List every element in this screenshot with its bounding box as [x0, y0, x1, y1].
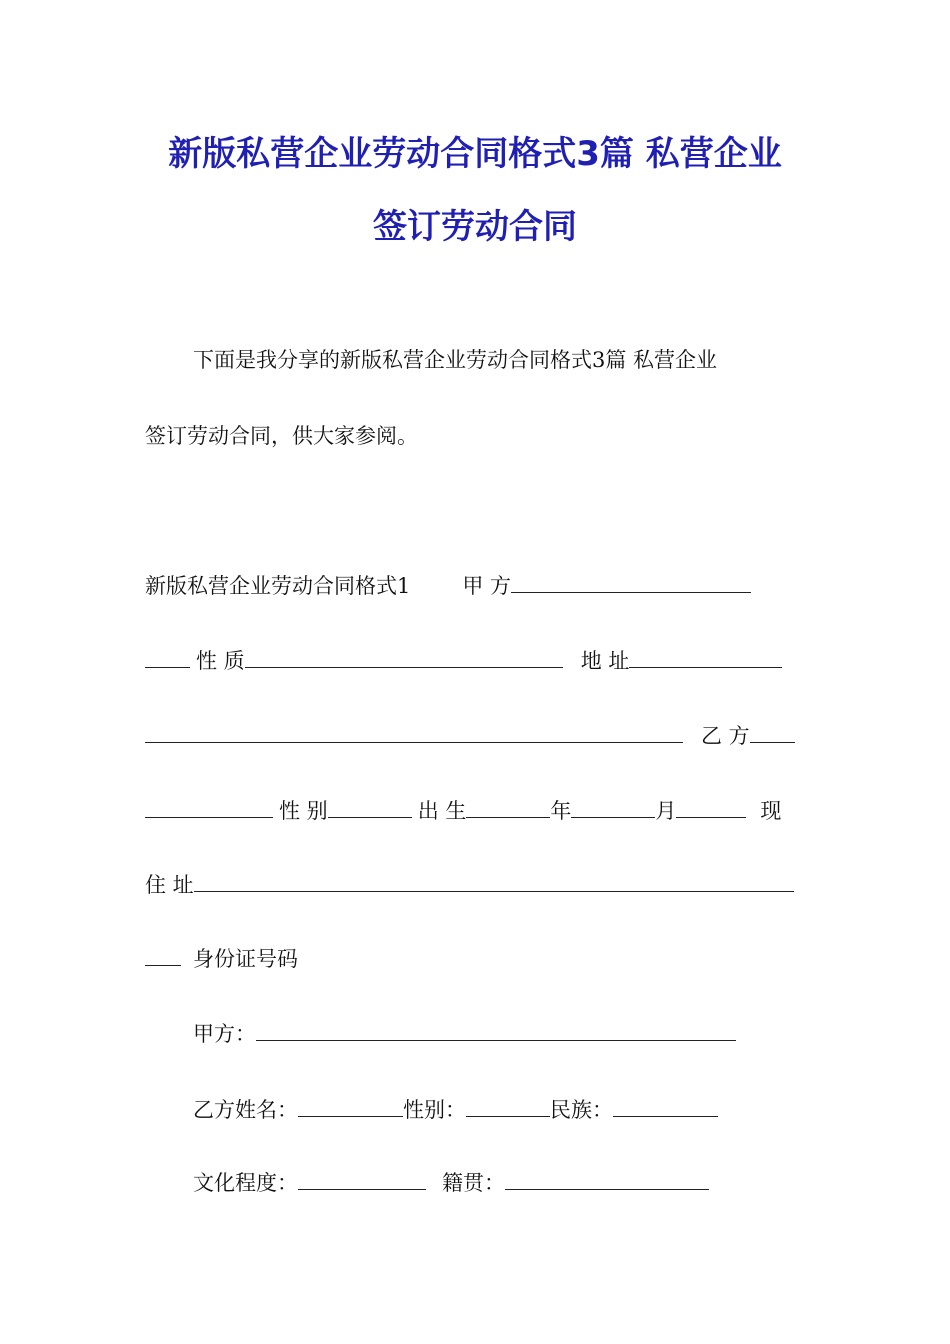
origin-blank[interactable]: [505, 1167, 709, 1190]
form-row-6: [145, 943, 298, 973]
party-a-blank-continued[interactable]: [145, 645, 190, 668]
party-a-blank[interactable]: [511, 570, 751, 593]
contract-heading: 新版私营企业劳动合同格式1: [145, 574, 411, 598]
party-b-label: 乙 方: [701, 724, 750, 748]
origin-label: 籍贯：: [442, 1171, 505, 1195]
residence-blank[interactable]: [194, 869, 794, 892]
form-row-1: [145, 570, 751, 600]
residence-blank-continued[interactable]: [145, 943, 181, 966]
birth-month-blank[interactable]: [571, 795, 655, 818]
ethnicity-label: 民族：: [550, 1098, 613, 1122]
form-row-3: [145, 720, 795, 750]
education-blank[interactable]: [298, 1167, 426, 1190]
form-row-2: [145, 645, 782, 675]
form-row-8: [193, 1094, 718, 1124]
form-row-4: [145, 795, 781, 825]
month-label: 月: [655, 799, 677, 823]
address-blank-continued[interactable]: [145, 720, 683, 743]
document-title-line-2: 签订劳动合同: [373, 207, 577, 247]
birth-day-blank[interactable]: [676, 795, 746, 818]
gender-colon-label: 性别：: [403, 1098, 466, 1122]
address-label: 地 址: [580, 649, 630, 673]
party-a-name-blank[interactable]: [256, 1018, 736, 1041]
nature-label: 性 质: [196, 649, 245, 673]
residence-label: 住 址: [145, 873, 194, 897]
gender-blank[interactable]: [328, 795, 412, 818]
party-a-label: 甲 方: [462, 574, 512, 598]
party-b-gender-blank[interactable]: [466, 1094, 550, 1117]
party-b-name-label: 乙方姓名：: [193, 1098, 298, 1122]
education-label: 文化程度：: [193, 1171, 298, 1195]
form-row-7: [193, 1018, 736, 1048]
birth-label: 出 生: [417, 799, 467, 823]
nature-blank[interactable]: [245, 645, 563, 668]
intro-line-1: 下面是我分享的新版私营企业劳动合同格式3篇 私营企业: [193, 348, 718, 372]
address-blank[interactable]: [629, 645, 782, 668]
party-a-colon-label: 甲方：: [193, 1022, 256, 1046]
intro-line-2: 签订劳动合同，供大家参阅。: [145, 424, 418, 448]
year-label: 年: [550, 799, 572, 823]
form-row-5: [145, 869, 794, 899]
current-label: 现: [760, 799, 782, 823]
gender-label: 性 别: [279, 799, 328, 823]
document-title-line-1: 新版私营企业劳动合同格式3篇 私营企业: [168, 134, 782, 174]
form-row-9: [193, 1167, 709, 1197]
birth-year-blank[interactable]: [466, 795, 550, 818]
ethnicity-blank[interactable]: [613, 1094, 718, 1117]
party-b-blank[interactable]: [750, 720, 795, 743]
id-number-label: 身份证号码: [193, 947, 298, 971]
party-b-name-blank[interactable]: [298, 1094, 403, 1117]
party-b-blank-continued[interactable]: [145, 795, 273, 818]
